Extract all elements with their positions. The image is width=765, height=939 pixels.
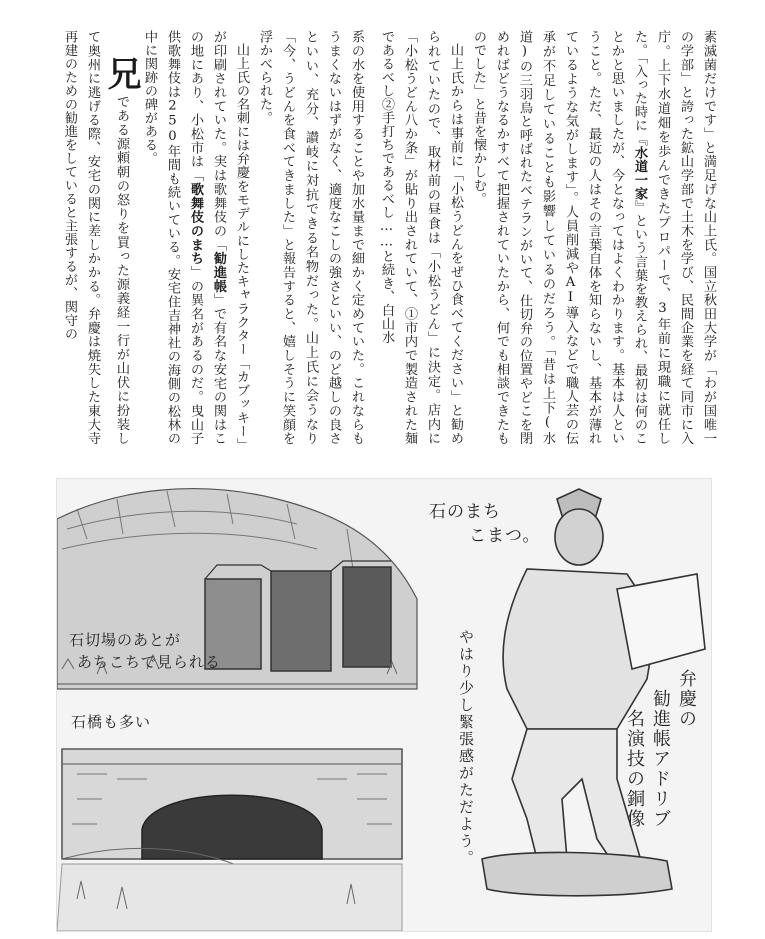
quarry-opening-3 bbox=[343, 567, 391, 667]
emphasized-term: 水道一家 bbox=[632, 145, 647, 201]
caption-quarry-line-1: 石切場のあとが bbox=[69, 631, 182, 649]
caption-quarry-line-2: あちこちで見られる bbox=[77, 653, 221, 671]
caption-tension: やはり少し緊張感がただよう。 bbox=[457, 629, 475, 867]
dropcap: 兄 bbox=[101, 56, 141, 91]
caption-stone-bridges: 石橋も多い bbox=[71, 713, 152, 731]
caption-komatsu: こまつ。 bbox=[469, 526, 541, 546]
paragraph-4: 山上氏の名刺には弁慶をモデルにしたキャラクター「カブッキー」が印刷されていた。実は歌舞伎の「勧進帳」で有名な安宅の関はこの地にあり、小松市は「歌舞伎のまち」の異名があるのだ。曳山子供歌舞伎は250年間も続いている。安宅住吉神社の海側の松林の中に関跡の碑がある。 bbox=[142, 30, 249, 446]
paragraph-5 bbox=[58, 30, 141, 445]
emphasized-term: 勧進帳 bbox=[211, 251, 226, 294]
caption-stone-town: 石のまち bbox=[429, 502, 501, 522]
caption-benkei-line-2: 勧進帳アドリブ bbox=[650, 689, 671, 829]
caption-benkei-line-1: 弁慶の bbox=[676, 669, 697, 729]
emphasized-term: 歌舞伎のまち bbox=[188, 182, 203, 266]
pencil-sketch-illustration bbox=[56, 478, 712, 932]
paragraph-3: 系の水を使用することや加水量まで細かく定めていた。これならもうまくないはずがなく、適度なこしの強さといい、のど越しの良さといい、充分、讃岐に対抗できる名物だった。山上氏に会うなり「今、うどんを食べてきました」と報告すると、嬉しそうに笑顔を浮かべられた。 bbox=[257, 30, 364, 445]
article-text-lower-block bbox=[56, 30, 368, 445]
quarry-opening-2 bbox=[271, 571, 331, 671]
paragraph-2: 山上氏からは事前に「小松うどんをぜひ食べてください」と勧められていたので、取材前の昼食は「小松うどん」に決定。店内に「小松うどん八か条」が貼り出されていて、①市内で製造された麺であるべし②手打ちであるべし……と続き、白山水 bbox=[379, 30, 463, 445]
article-text-upper-block bbox=[379, 30, 720, 446]
paragraph-5-text: である源頼朝の怒りを買った源義経一行が山伏に扮装して奥州に逃げる際、安宅の関に差しかかる。弁慶は焼失した東大寺再建のための勧進をしていると主張するが、関守の bbox=[62, 30, 129, 445]
caption-benkei-line-3: 名演技の銅像 bbox=[624, 709, 645, 829]
sketch-drawing bbox=[57, 479, 711, 931]
paragraph-1: 素滅菌だけです」と満足げな山上氏。国立秋田大学が「わが国唯一の学部」と誇った鉱山学部で土木を学び、民間企業を経て同市に入庁。上下水道畑を歩んできたプロパーで、3年前に現職に就任した。「入った時に『水道一家』という言葉を教えられ、最初は何のことかと思いましたが、今となってはよくわかります。基本は人ということ。ただ、最近の人はその言葉自体を知らないし、基本が薄れているような気がします」。人員削減やAI導入などで職人芸の伝承が不足していることも影響しているのだろう。「昔は上下(水道)の三羽烏と呼ばれたベテランがいて、仕切弁の位置やどこを閉めればどうなるかすべて把握されていたから、何でも相談できたものでした」と昔を懐かしむ。 bbox=[471, 30, 716, 446]
